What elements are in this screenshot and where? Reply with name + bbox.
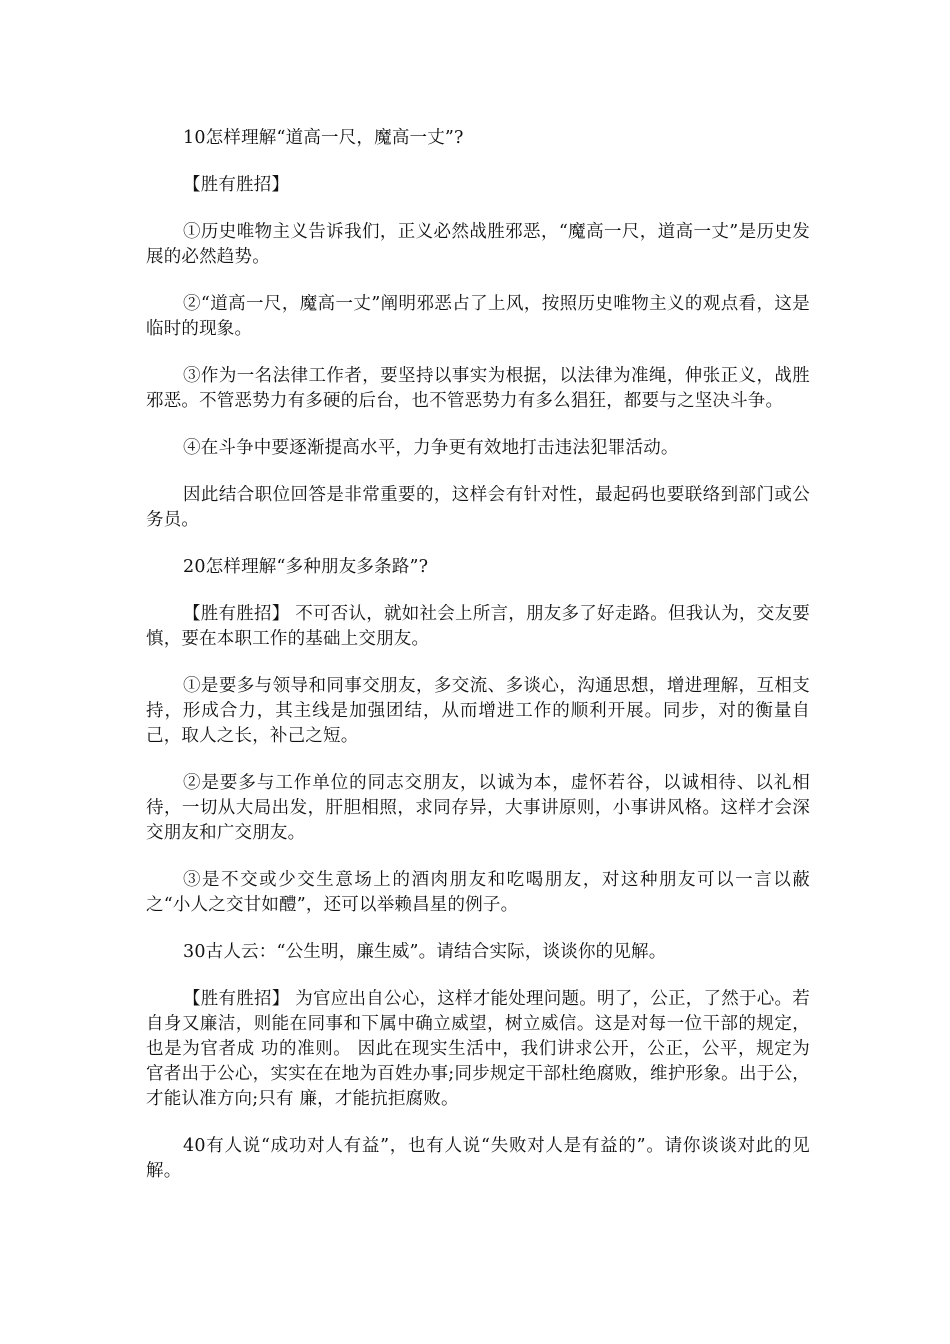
answer-intro: 【胜有胜招】 不可否认，就如社会上所言，朋友多了好走路。但我认为，交友要慎，要在本职工作的基础上交朋友。 (146, 604, 810, 649)
answer-heading: 【胜有胜招】 (183, 175, 290, 195)
question-3-title: 30古人云：“公生明，廉生威”。请结合实际，谈谈你的见解。 (183, 942, 667, 962)
answer-point: ①是要多与领导和同事交朋友，多交流、多谈心，沟通思想，增进理解，互相支持，形成合力，其主线是加强团结，从而增进工作的顺利开展。同步，对的衡量自己，取人之长，补己之短。 (146, 676, 810, 746)
question-2-title: 20怎样理解“多种朋友多条路”? (183, 557, 429, 577)
answer-point: ③作为一名法律工作者，要坚持以事实为根据，以法律为准绳，伸张正义，战胜邪恶。不管恶势力有多硬的后台，也不管恶势力有多么猖狂，都要与之坚决斗争。 (146, 366, 810, 411)
answer-body: 【胜有胜招】 为官应出自公心，这样才能处理问题。明了，公正，了然于心。若自身又廉洁，则能在同事和下属中确立威望，树立威信。这是对每一位干部的规定，也是为官者成 功的准则。 因此在现实生活中，我们讲求公开，公正，公平，规定为官者出于公心，实实在在地为百姓办事;同步规定干部杜绝腐败，维护形象。出于公，才能认准方向;只有 廉，才能抗拒腐败。 (146, 989, 810, 1109)
answer-point: ①历史唯物主义告诉我们，正义必然战胜邪恶，“魔高一尺，道高一丈”是历史发展的必然趋势。 (146, 222, 810, 267)
document-body (146, 126, 810, 1206)
question-4-title: 40有人说“成功对人有益”，也有人说“失败对人是有益的”。请你谈谈对此的见解。 (146, 1136, 810, 1181)
answer-point: ③是不交或少交生意场上的酒肉朋友和吃喝朋友，对这种朋友可以一言以蔽之“小人之交甘如醴”，还可以举赖昌星的例子。 (146, 870, 810, 915)
answer-point: ②是要多与工作单位的同志交朋友，以诚为本，虚怀若谷，以诚相待、以礼相待，一切从大局出发，肝胆相照，求同存异，大事讲原则，小事讲风格。这样才会深交朋友和广交朋友。 (146, 773, 810, 843)
answer-point: ②“道高一尺，魔高一丈”阐明邪恶占了上风，按照历史唯物主义的观点看，这是临时的现象。 (146, 294, 810, 339)
answer-note: 因此结合职位回答是非常重要的，这样会有针对性，最起码也要联络到部门或公务员。 (146, 485, 810, 530)
answer-point: ④在斗争中要逐渐提高水平，力争更有效地打击违法犯罪活动。 (183, 438, 679, 458)
question-1-title: 10怎样理解“道高一尺，魔高一丈”? (183, 128, 464, 148)
